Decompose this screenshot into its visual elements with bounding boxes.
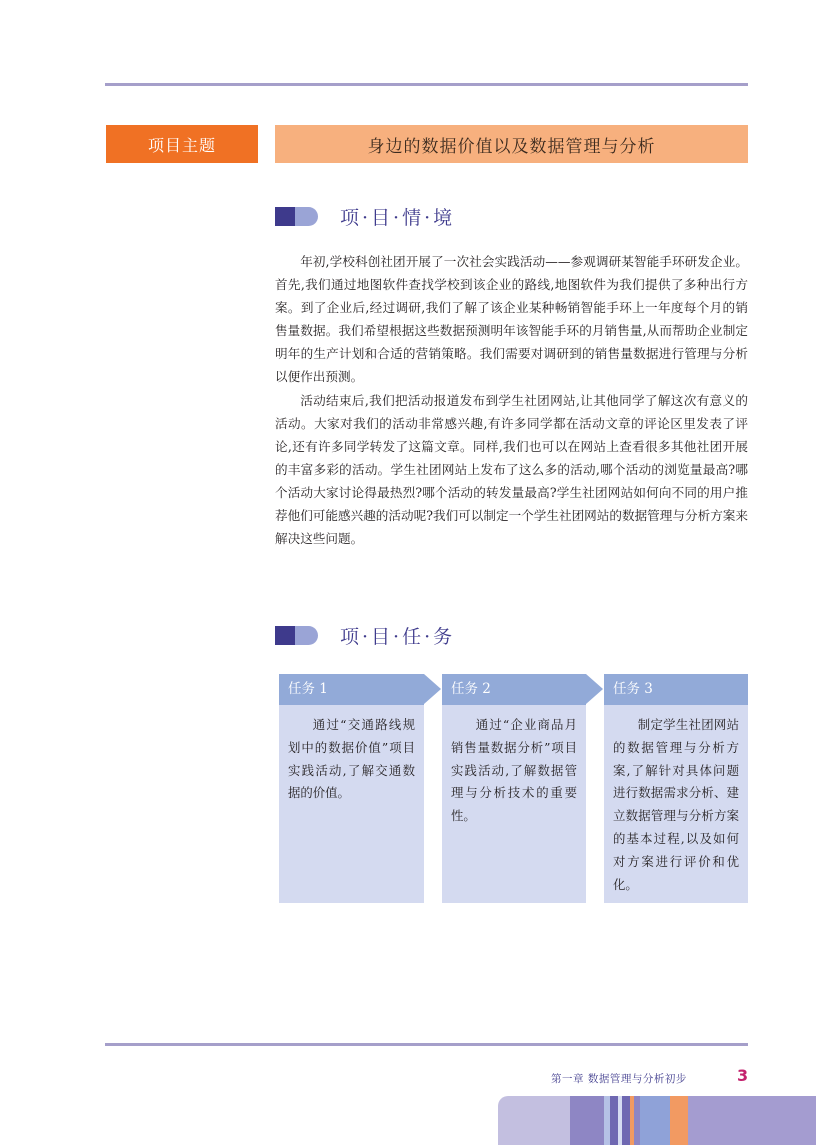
task-header: 任务 2 [442,674,586,705]
task-text: 制定学生社团网站的数据管理与分析方案,了解针对具体问题进行数据需求分析、建立数据管理与分析方案的基本过程,以及如何对方案进行评价和优化。 [613,717,739,892]
task-header: 任务 3 [604,674,748,705]
task-body [279,705,424,903]
section-marker-icon [275,626,318,645]
task-body [604,705,748,903]
situation-paragraph: 年初,学校科创社团开展了一次社会实践活动——参观调研某智能手环研发企业。首先,我们通过地图软件查找学校到该企业的路线,地图软件为我们提供了多种出行方案。到了企业后,经过调研,我们了解了该企业某种畅销智能手环上一年度每个月的销售量数据。我们希望根据这些数据预测明年该智能手环的月销售量,从而帮助企业制定明年的生产计划和合适的营销策略。我们需要对调研到的销售量数据进行管理与分析以便作出预测。 [275,254,748,385]
footer-chapter-title: 第一章 数据管理与分析初步 [551,1073,687,1085]
task-body [442,705,586,903]
task-text: 通过“交通路线规划中的数据价值”项目实践活动,了解交通数据的价值。 [288,717,415,801]
top-divider [105,83,748,86]
page-number: 3 [737,1066,749,1085]
situation-section-title: 项·目·情·境 [340,206,456,229]
tasks-section-title: 项·目·任·务 [340,625,456,648]
tasks-section-header [275,620,455,650]
project-theme-label: 项目主题 [106,125,258,163]
bottom-divider [105,1043,748,1046]
task-arrow-icon [586,674,603,704]
task-card-2 [442,674,604,903]
task-arrow-icon [424,674,441,704]
task-card-1 [279,674,441,903]
situation-section-header [275,201,455,231]
section-marker-icon [275,207,318,226]
situation-body [275,250,748,550]
footer-decoration [498,1096,816,1145]
situation-paragraph: 活动结束后,我们把活动报道发布到学生社团网站,让其他同学了解这次有意义的活动。大家对我们的活动非常感兴趣,有许多同学都在活动文章的评论区里发表了评论,还有许多同学转发了这篇文章。同样,我们也可以在网站上查看很多其他社团开展的丰富多彩的活动。学生社团网站上发布了这么多的活动,哪个活动的浏览量最高?哪个活动大家讨论得最热烈?哪个活动的转发量最高?学生社团网站如何向不同的用户推荐他们可能感兴趣的活动呢?我们可以制定一个学生社团网站的数据管理与分析方案来解决这些问题。 [275,392,748,547]
task-text: 通过“企业商品月销售量数据分析”项目实践活动,了解数据管理与分析技术的重要性。 [451,717,577,824]
task-card-3 [604,674,748,903]
project-theme-title: 身边的数据价值以及数据管理与分析 [275,125,748,163]
task-header: 任务 1 [279,674,424,705]
